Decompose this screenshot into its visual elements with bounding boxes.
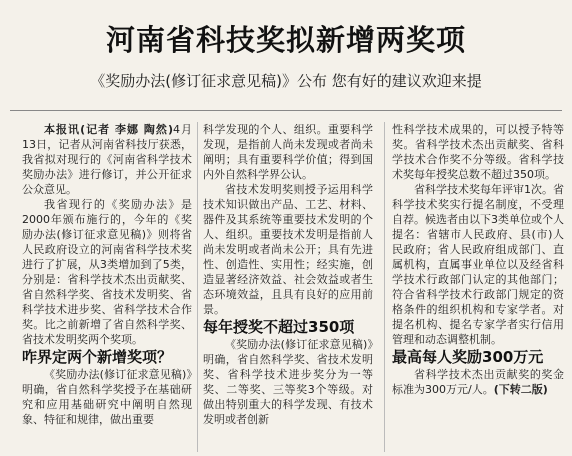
- body-paragraph: [392, 367, 564, 397]
- article-column-1: [22, 122, 192, 456]
- subheadline: 《奖励办法(修订征求意见稿)》公布 您有好的建议欢迎来提: [90, 72, 482, 90]
- section-subhead: 每年授奖不超过350项: [203, 318, 355, 336]
- body-paragraph: 省技术发明奖则授予运用科学技术知识做出产品、工艺、材料、器件及其系统等重要技术发明的个人、组织。重要技术发明是指前人尚未发明或者尚未公开；具有先进性、创造性、实用性；经实施，创造显著经济效益、社会效益或者生态环境效益，且具有良好的应用前景。: [203, 183, 373, 316]
- section-subhead: 咋界定两个新增奖项？: [22, 348, 173, 366]
- article-column-3: [392, 122, 564, 456]
- section-subhead: 最高每人奖励300万元: [392, 348, 544, 366]
- body-paragraph: 《奖励办法(修订征求意见稿)》明确，省自然科学奖、省技术发明奖、省科学技术进步奖分为一等奖、二等奖、三等奖3个等级。对做出特别重大的科学发现、有技术发明或者创新: [203, 338, 373, 426]
- lead-text: 4月13日，记者从河南省科技厅获悉，我省拟对现行的《河南省科学技术奖励办法》进行修订，并公开征求公众意见。: [22, 123, 192, 196]
- continue-note: (下转二版): [493, 383, 548, 396]
- headline: 河南省科技奖拟新增两奖项: [105, 23, 466, 57]
- top-rule: [10, 110, 562, 111]
- body-paragraph: 科学发现的个人、组织。重要科学发现，是指前人尚未发现或者尚未阐明；具有重要科学价值；得到国内外自然科学界公认。: [203, 123, 373, 181]
- final-text: 省科学技术杰出贡献奖的奖金标准为300万元/人。: [392, 368, 564, 396]
- body-paragraph: 《奖励办法(修订征求意见稿)》明确，省自然科学奖授予在基础研究和应用基础研究中阐明自然现象、特征和规律，做出重要: [22, 368, 192, 426]
- column-divider: [197, 122, 198, 452]
- byline: 本报讯(记者 李娜 陶然): [44, 123, 173, 136]
- article-column-2: [203, 122, 373, 456]
- body-paragraph: 我省现行的《奖励办法》是2000年颁布施行的，今年的《奖励办法(修订征求意见稿)》则将省人民政府设立的河南省科学技术奖进行了扩展，从3类增加到了5类，分别是：省科学技术杰出贡献奖、省自然科学奖、省技术发明奖、省科学技术进步奖、省科学技术合作奖。比之前新增了省自然科学奖、省技术发明奖两个奖项。: [22, 198, 192, 346]
- column-divider: [384, 122, 385, 452]
- lead-paragraph: [22, 122, 192, 197]
- body-paragraph: 省科学技术奖每年评审1次。省科学技术奖实行提名制度，不受理自荐。候选者由以下3类单位或个人提名：省辖市人民政府、县(市)人民政府；省人民政府组成部门、直属机构，直属事业单位以及经省科学技术行政部门认定的其他部门；符合省科学技术行政部门规定的资格条件的组织机构和专家学者。对提名机构、提名专家学者实行信用管理和动态调整机制。: [392, 183, 564, 346]
- body-paragraph: 性科学技术成果的，可以授予特等奖。省科学技术杰出贡献奖、省科学技术合作奖不分等级。省科学技术奖每年授奖总数不超过350项。: [392, 123, 564, 181]
